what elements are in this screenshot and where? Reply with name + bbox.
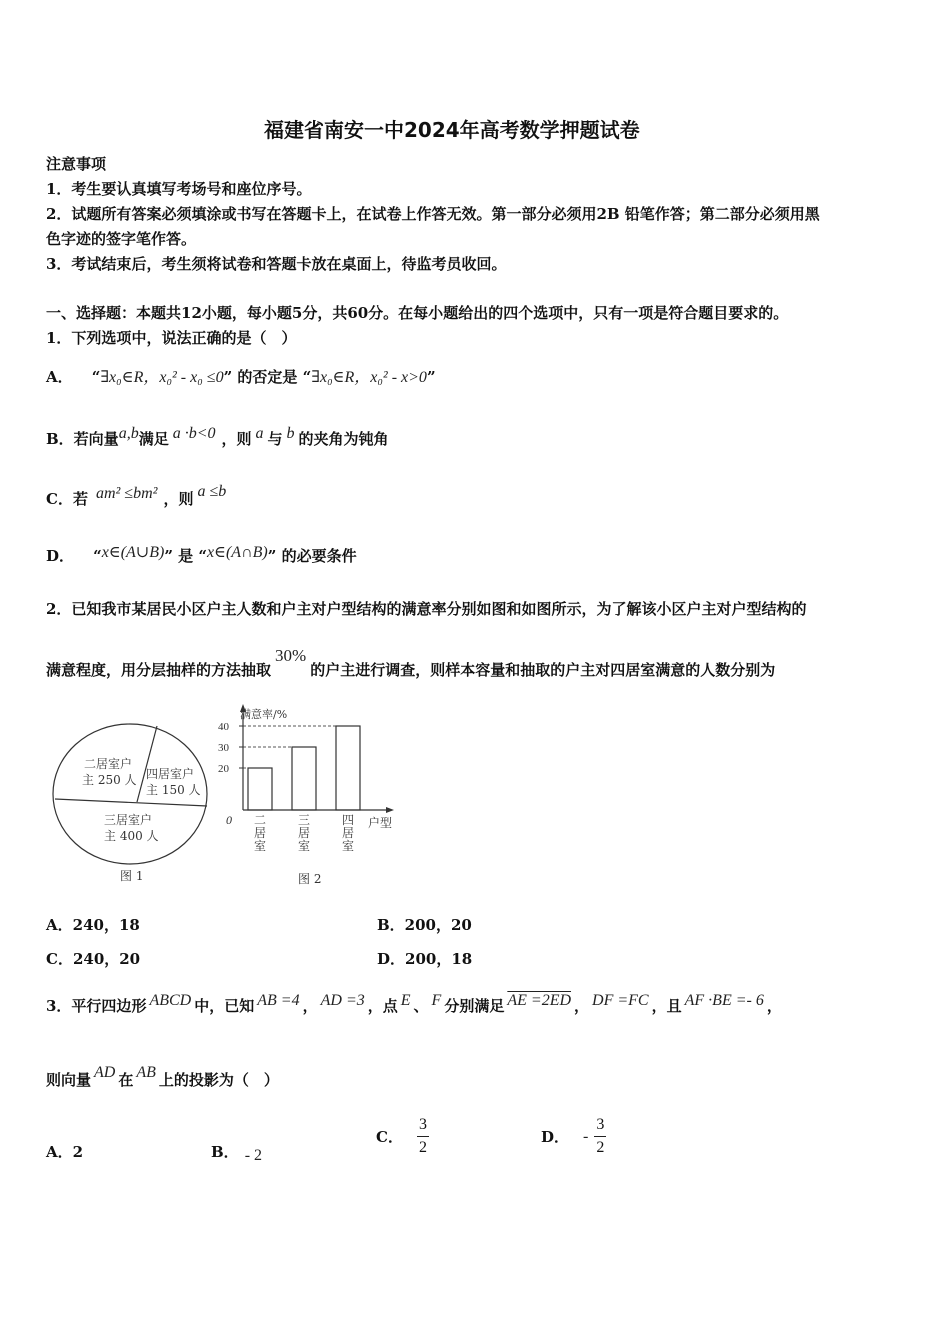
q2-line1: 2．已知我市某居民小区户主人数和户主对户型结构的满意率分别如图和如图所示，为了解该小区户主对户型结构的 [46,600,807,618]
q3-line2: 则向量 AD 在 AB 上的投影为（ ） [46,1064,279,1089]
q1-option-d: D． “x∈(A∪B)” 是 “x∈(A∩B)” 的必要条件 [46,544,357,565]
q3-option-a: A．2 [46,1143,84,1161]
notice-item-3: 3．考试结束后，考生须将试卷和答题卡放在桌面上，待监考员收回。 [46,255,507,273]
pie-label-three-room-2: 主 400 人 [104,829,159,843]
pie-label-four-room-2: 主 150 人 [146,783,201,797]
x-category-label: 室 [254,839,267,853]
notice-heading: 注意事项 [46,155,107,173]
origin-label: 0 [226,813,232,827]
notice-item-1: 1．考生要认真填写考场号和座位序号。 [46,180,312,198]
q2-option-d: D．200，18 [377,950,473,968]
x-category-label: 二 [254,813,267,827]
x-category-label: 三 [298,813,311,827]
fig2-bar-chart [218,700,418,890]
notice-item-2: 2．试题所有答案必须填涂或书写在答题卡上，在试卷上作答无效。第一部分必须用2B 铅笔作答；第二部分必须用黑 [46,205,820,223]
x-category-label: 居 [254,826,267,840]
x-axis-title: 户型 [368,816,393,830]
q3-vector-relation: AE =2ED [507,992,572,1009]
pie-label-two-room-2: 主 250 人 [82,773,137,787]
q1-option-c: C．若 am² ≤bm² ，则 a ≤b [46,483,227,508]
q2-option-c: C．240，20 [46,950,141,968]
pie-label-four-room-1: 四居室户 [146,767,195,781]
q1-a-expr2: ∃x₀∈R，x₀² - x>0 [311,369,427,386]
q2-line2: 满意程度，用分层抽样的方法抽取30%的户主进行调查，则样本容量和抽取的户主对四居室满意的人数分别为 [46,646,776,679]
y-axis-title: 满意率/% [240,708,288,721]
q3-option-c: C． $\frac{3}{2}$ [376,1116,427,1156]
bar-2 [292,747,316,810]
q3-line1: 3．平行四边形 ABCD 中，已知 AB =4 ， AD =3 ，点 E 、 F 分别满足 AE =2ED ， DF =FC ，且 AF ·BE =- 6 ， [46,992,782,1015]
bar-3 [336,726,360,810]
q3-option-b: B． - 2 [211,1143,263,1164]
fraction-3-over-2: $\frac{3}{2}$ [418,1116,427,1156]
q1-a-expr1: ∃x₀∈R，x₀² - x₀ ≤0 [100,369,224,386]
pie-label-three-room-1: 三居室户 [104,813,153,827]
x-category-label: 居 [342,826,355,840]
notice-item-2b: 色字迹的签字笔作答。 [46,230,197,248]
page-title: 福建省南安一中2024年高考数学押题试卷 [264,118,640,142]
fig1-caption: 图 1 [120,869,144,883]
section-heading: 一、选择题：本题共12小题，每小题5分，共60分。在每小题给出的四个选项中，只有一项是符合题目要求的。 [46,304,789,322]
pie-label-two-room-1: 二居室户 [84,757,133,771]
fig1-pie-chart [50,720,220,885]
bar-1 [248,768,272,810]
q2-option-a: A．240，18 [46,916,140,934]
y-tick-label: 30 [218,742,229,754]
x-category-label: 室 [298,839,311,853]
q2-percent: 30% [275,646,307,665]
q1-option-a: A． “∃x₀∈R，x₀² - x₀ ≤0” 的否定是 “∃x₀∈R，x₀² - x>0” [46,368,436,386]
q2-option-b: B．200，20 [377,916,472,934]
x-axis-arrow [386,807,394,813]
y-tick-label: 20 [218,763,229,775]
y-tick-label: 40 [218,721,229,733]
x-category-label: 四 [342,813,355,827]
q1-option-b: B．若向量a,b满足 a ·b<0 ，则 a 与 b 的夹角为钝角 [46,425,389,448]
fraction-neg-3-over-2: $\frac{3}{2}$ [596,1116,605,1156]
fig2-caption: 图 2 [298,872,322,886]
pie-divider-1 [55,799,207,806]
q3-option-d: D． - $\frac{3}{2}$ [541,1116,605,1156]
q1-stem: 1．下列选项中，说法正确的是（ ） [46,329,297,347]
x-category-label: 室 [342,839,355,853]
x-category-label: 居 [298,826,311,840]
